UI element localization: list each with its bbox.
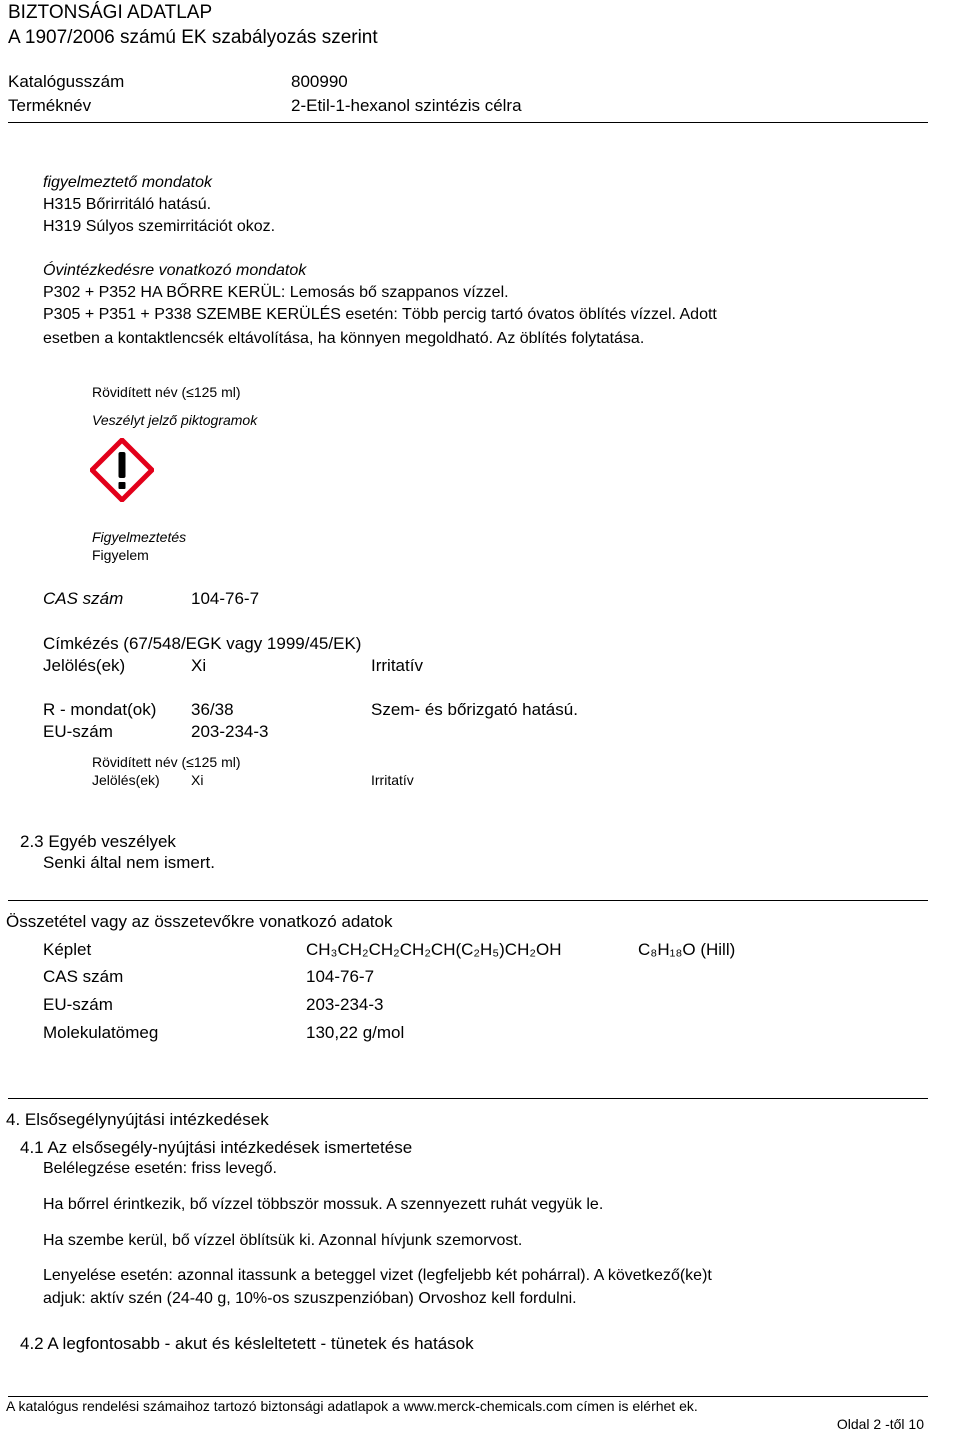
- precaution-p305-line2: esetben a kontaktlencsék eltávolítása, ha könnyen megoldható. Az öblítés folytatása.: [43, 330, 645, 347]
- document-title: BIZTONSÁGI ADATLAP: [8, 2, 213, 23]
- molecular-weight-label: Molekulatömeg: [43, 1023, 159, 1042]
- section-divider-composition: [8, 900, 928, 901]
- composition-eu-value: 203-234-3: [306, 995, 384, 1014]
- short-jeloles-code: Xi: [191, 772, 204, 788]
- catalog-label: Katalógusszám: [8, 72, 125, 91]
- header-divider: [8, 122, 928, 123]
- molecular-weight-value: 130,22 g/mol: [306, 1023, 405, 1042]
- short-name-heading-2: Rövidített név (≤125 ml): [92, 754, 241, 770]
- catalog-value: 800990: [291, 72, 348, 91]
- signal-word-value: Figyelem: [92, 547, 149, 563]
- short-jeloles-label: Jelölés(ek): [92, 772, 160, 788]
- composition-eu-label: EU-szám: [43, 995, 113, 1014]
- short-jeloles-text: Irritatív: [371, 772, 414, 788]
- first-aid-swallow-line2: adjuk: aktív szén (24-40 g, 10%-os szuszpenzióban) Orvoshoz kell fordulni.: [43, 1290, 577, 1307]
- footer-note: A katalógus rendelési számaihoz tartozó biztonsági adatlapok a www.merck-chemicals.com címen is elérhet ek.: [6, 1398, 698, 1414]
- regulation-subtitle: A 1907/2006 számú EK szabályozás szerint: [8, 27, 378, 48]
- formula-value: CH₃CH₂CH₂CH₂CH(C₂H₅)CH₂OH: [306, 940, 562, 959]
- page-number: Oldal 2 -től 10: [836, 1416, 924, 1432]
- footer-divider: [8, 1396, 928, 1397]
- first-aid-eye: Ha szembe kerül, bő vízzel öblítsük ki. Azonnal hívjunk szemorvost.: [43, 1232, 523, 1249]
- formula-hill: C₈H₁₈O (Hill): [638, 940, 736, 959]
- formula-label: Képlet: [43, 940, 92, 959]
- r-sentence-text: Szem- és bőrizgató hatású.: [371, 700, 578, 719]
- eu-number-label: EU-szám: [43, 722, 113, 741]
- exclamation-mark-icon: [90, 438, 154, 502]
- hazard-h319: H319 Súlyos szemirritációt okoz.: [43, 218, 276, 235]
- first-aid-heading: 4. Elsősegélynyújtási intézkedések: [6, 1110, 269, 1129]
- other-hazards-text: Senki által nem ismert.: [43, 853, 215, 872]
- precaution-p302: P302 + P352 HA BŐRRE KERÜL: Lemosás bő szappanos vízzel.: [43, 284, 509, 301]
- first-aid-subheading-2: 4.2 A legfontosabb - akut és késleltetett - tünetek és hatások: [20, 1334, 474, 1353]
- first-aid-inhalation: Belélegzése esetén: friss levegő.: [43, 1160, 277, 1177]
- first-aid-swallow-line1: Lenyelése esetén: azonnal itassunk a beteggel vizet (legfeljebb két pohárral). A következő(ke)t: [43, 1267, 712, 1284]
- eu-number-value: 203-234-3: [191, 722, 269, 741]
- precaution-p305-line1: P305 + P351 + P338 SZEMBE KERÜLÉS esetén: Több percig tartó óvatos öblítés vízzel. Adott: [43, 306, 717, 323]
- r-sentence-code: 36/38: [191, 700, 234, 719]
- section-divider-first-aid: [8, 1098, 928, 1099]
- jeloles-label: Jelölés(ek): [43, 656, 126, 675]
- composition-cas-label: CAS szám: [43, 967, 124, 986]
- other-hazards-heading: 2.3 Egyéb veszélyek: [20, 832, 176, 851]
- hazard-statements-heading: figyelmeztető mondatok: [43, 174, 212, 191]
- first-aid-skin: Ha bőrrel érintkezik, bő vízzel többször mossuk. A szennyezett ruhát vegyük le.: [43, 1196, 604, 1213]
- first-aid-subheading-1: 4.1 Az elsősegély-nyújtási intézkedések ismertetése: [20, 1138, 413, 1157]
- signal-word-label: Figyelmeztetés: [92, 529, 187, 545]
- product-label: Terméknév: [8, 96, 92, 115]
- short-name-heading: Rövidített név (≤125 ml): [92, 384, 241, 400]
- r-sentence-label: R - mondat(ok): [43, 700, 157, 719]
- jeloles-code: Xi: [191, 656, 207, 675]
- cas-value: 104-76-7: [191, 589, 260, 608]
- product-value: 2-Etil-1-hexanol szintézis célra: [291, 96, 522, 115]
- hazard-h315: H315 Bőrirritáló hatású.: [43, 196, 212, 213]
- composition-heading: Összetétel vagy az összetevőkre vonatkozó adatok: [6, 912, 393, 931]
- precaution-heading: Óvintézkedésre vonatkozó mondatok: [43, 262, 307, 279]
- cas-label: CAS szám: [43, 589, 124, 608]
- labeling-heading: Címkézés (67/548/EGK vagy 1999/45/EK): [43, 634, 362, 653]
- jeloles-text: Irritatív: [371, 656, 423, 675]
- composition-cas-value: 104-76-7: [306, 967, 375, 986]
- pictogram-label: Veszélyt jelző piktogramok: [92, 412, 258, 428]
